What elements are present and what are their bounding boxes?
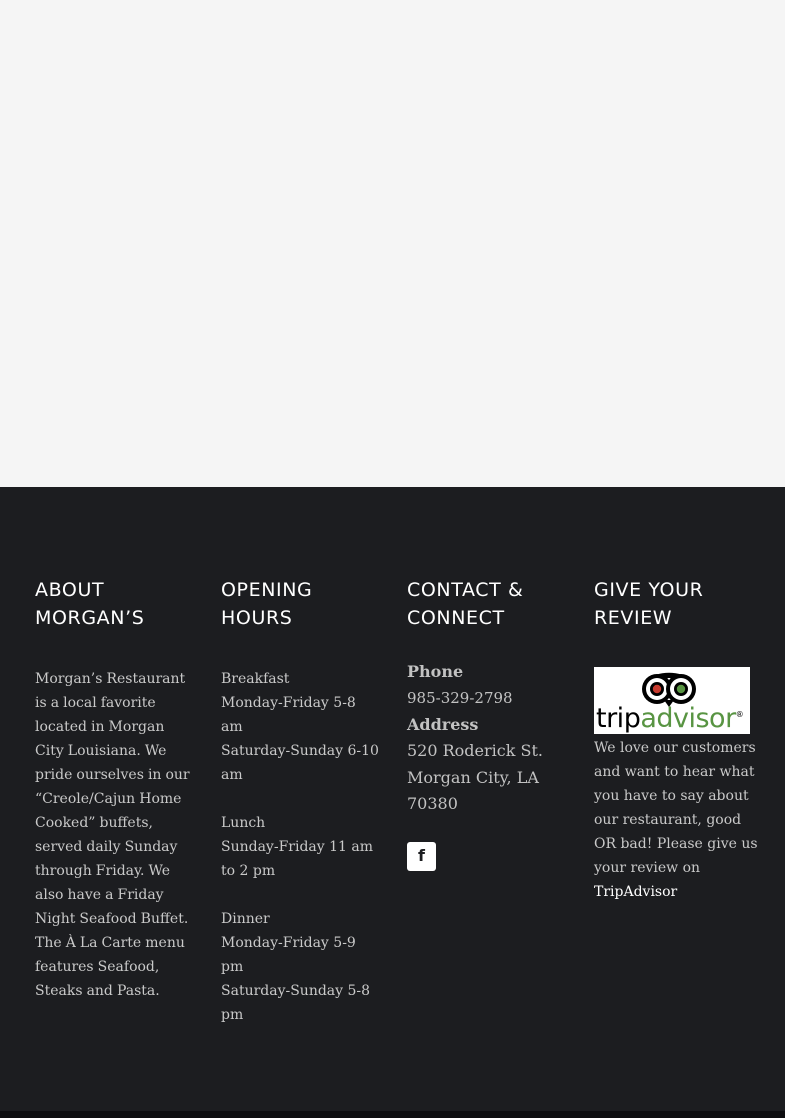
- tripadvisor-link[interactable]: TripAdvisor: [594, 884, 678, 900]
- empty-content-area: [0, 0, 785, 487]
- facebook-button[interactable]: [407, 842, 436, 871]
- tripadvisor-logo[interactable]: [594, 667, 750, 734]
- about-heading: ABOUT MORGAN’S: [35, 579, 145, 629]
- site-footer: [0, 487, 785, 1111]
- hours-list: [221, 667, 379, 1027]
- dinner-hours: Dinner Monday-Friday 5-9 pm Saturday-Sunday 5-8 pm: [221, 911, 371, 1023]
- address-line-1: 520 Roderick St.: [407, 741, 543, 760]
- hours-heading: OPENING HOURS: [221, 579, 313, 629]
- review-column: [594, 576, 759, 904]
- phone-number[interactable]: 985-329-2798: [407, 689, 513, 707]
- contact-heading: CONTACT & CONNECT: [407, 579, 524, 629]
- bottom-bar: [0, 1111, 785, 1118]
- about-column: [35, 576, 193, 1003]
- facebook-icon: f: [418, 846, 425, 865]
- review-text: We love our customers and want to hear what you have to say about our restaurant, good OR bad! Please give us your review on TripAdvisor: [594, 740, 758, 900]
- review-heading: GIVE YOUR REVIEW: [594, 579, 704, 629]
- phone-label: Phone: [407, 662, 464, 681]
- tripadvisor-wordmark: tripadvisor®: [596, 703, 744, 734]
- about-text: Morgan’s Restaurant is a local favorite located in Morgan City Louisiana. We pride ourselves in our “Creole/Cajun Home Cooked” buffets, served daily Sunday through Friday. We also have a Friday Night Seafood Buffet. The À La Carte menu features Seafood, Steaks and Pasta.: [35, 671, 190, 999]
- hours-column: [221, 576, 379, 1051]
- breakfast-hours: Breakfast Monday-Friday 5-8 am Saturday-Sunday 6-10 am: [221, 671, 379, 783]
- address-line-2: Morgan City, LA 70380: [407, 767, 539, 813]
- address-label: Address: [407, 715, 479, 734]
- lunch-hours: Lunch Sunday-Friday 11 am to 2 pm: [221, 815, 374, 879]
- contact-info: [407, 659, 567, 871]
- contact-column: [407, 576, 567, 871]
